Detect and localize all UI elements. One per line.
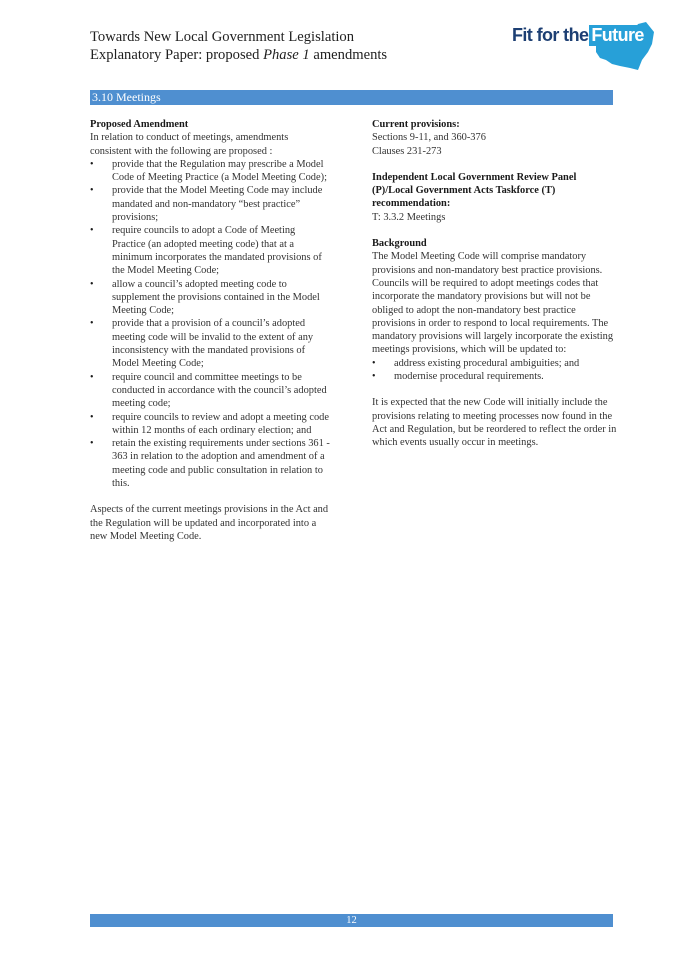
review-panel-recommendation: T: 3.3.2 Meetings [372,211,446,223]
document-header [90,28,387,64]
header-title-phase: Phase 1 [263,47,310,63]
background-bullet-list [372,357,617,384]
logo-text-highlight: Future [591,24,644,45]
list-item: • provide that the Regulation may prescribe a Model Code of Meeting Practice (a Model Meeting Code); [90,158,330,185]
page-number-bar: 12 [90,914,613,927]
current-provisions-sections: Sections 9-11, and 360-376 [372,132,486,144]
list-item: • retain the existing requirements under sections 361 - 363 in relation to the adoption and amendment of a meeting code and public consultation in relation to this. [90,437,330,490]
background-heading: Background [372,238,427,250]
list-item: • address existing procedural ambiguities; and [372,357,617,370]
list-item: • provide that a provision of a council’s adopted meeting code will be invalid to the extent of any inconsistency with the mandated provisions of Model Meeting Code; [90,317,330,370]
left-column [90,118,330,543]
header-title-line-1: Towards New Local Government Legislation [90,29,355,45]
fit-for-the-future-logo [512,20,656,74]
header-title-prefix: Explanatory Paper: proposed [90,47,264,63]
current-provisions-heading: Current provisions: [372,119,460,130]
background-text: The Model Meeting Code will comprise mandatory provisions and non-mandatory best practice provisions. Councils will be required to adopt meetings codes that incorporate the mandatory provisions but will not be obliged to adopt the non-mandatory best practice provisions in order to respond to local requirements. The mandatory provisions will largely incorporate the existing meetings provisions, which will be updated to: [372,251,614,356]
current-provisions-clauses: Clauses 231-273 [372,145,442,157]
header-title-suffix: amendments [309,47,388,63]
list-item: • provide that the Model Meeting Code may include mandated and non-mandatory “best practice” provisions; [90,184,330,224]
list-item: • require councils to review and adopt a meeting code within 12 months of each ordinary election; and [90,411,330,438]
proposed-amendment-intro: In relation to conduct of meetings, amendments consistent with the following are proposed : [90,132,289,157]
list-item: • allow a council’s adopted meeting code to supplement the provisions contained in the Model Meeting Code; [90,278,330,318]
right-column [372,118,617,450]
background-closing: It is expected that the new Code will initially include the provisions relating to meeting processes now found in the Act and Regulation, but be reordered to reflect the order in which events usually occur in meetings. [372,397,617,449]
review-panel-heading: Independent Local Government Review Panel (P)/Local Government Acts Taskforce (T) recommendation: [372,171,577,210]
logo-text-main: Fit for the [512,24,589,45]
list-item: • require council and committee meetings to be conducted in accordance with the council’s adopted meeting code; [90,371,330,411]
list-item: • modernise procedural requirements. [372,370,617,383]
amendment-bullet-list [90,158,330,490]
list-item: • require councils to adopt a Code of Meeting Practice (an adopted meeting code) that at a minimum incorporates the mandated provisions of the Model Meeting Code; [90,224,330,277]
section-title-bar: 3.10 Meetings [90,90,613,105]
proposed-amendment-heading: Proposed Amendment [90,119,189,130]
header-title-line-2 [90,46,387,64]
logo-wordmark [512,24,646,46]
proposed-amendment-closing: Aspects of the current meetings provisions in the Act and the Regulation will be updated and incorporated into a new Model Meeting Code. [90,504,329,542]
